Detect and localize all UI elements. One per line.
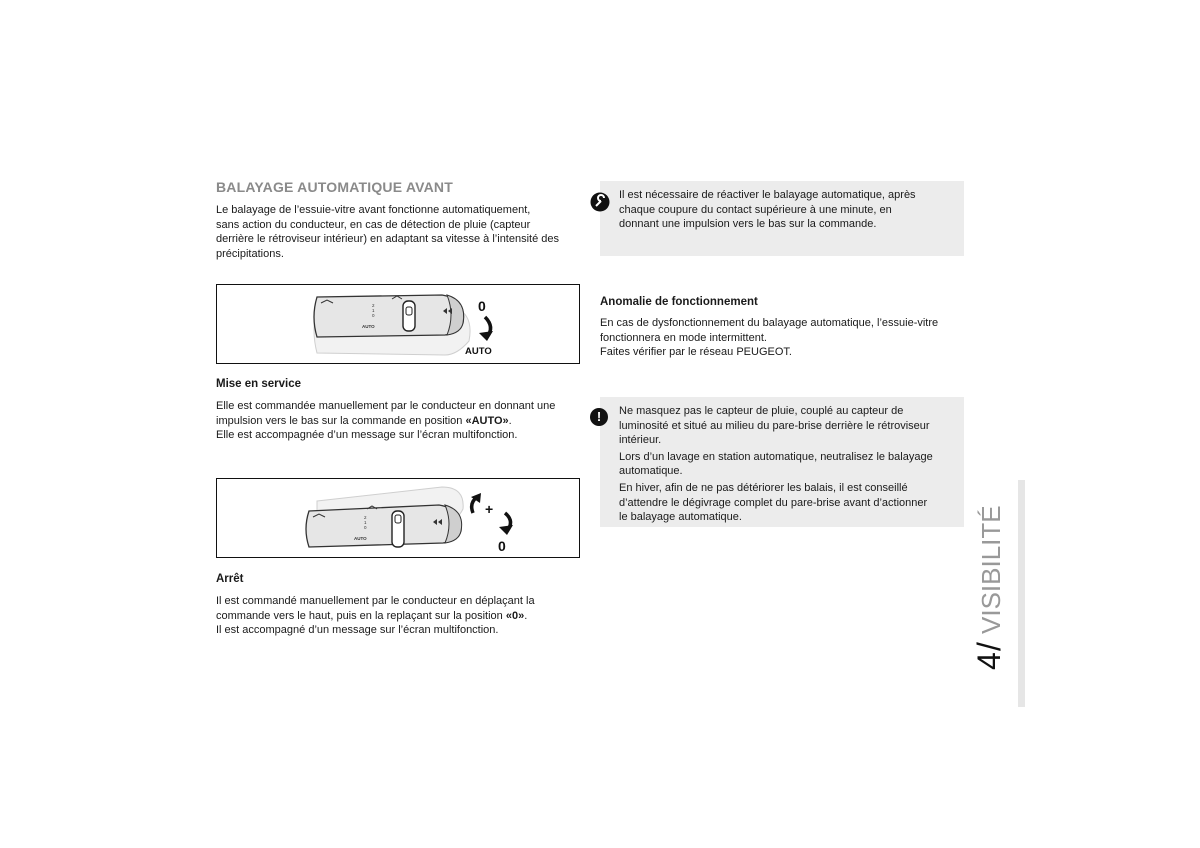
text-line: Faites vérifier par le réseau PEUGEOT.	[600, 346, 792, 359]
arret-paragraph	[216, 594, 586, 638]
anomalie-title: Anomalie de fonctionnement	[600, 296, 758, 308]
text-span: .	[508, 414, 512, 427]
warning-icon: !	[590, 408, 608, 426]
svg-text:2: 2	[364, 515, 367, 520]
text-span: .	[524, 609, 528, 622]
text-line: Elle est accompagnée d’un message sur l’écran multifonction.	[216, 429, 518, 442]
section-title: BALAYAGE AUTOMATIQUE AVANT	[216, 179, 453, 195]
text-line: le balayage automatique.	[619, 511, 742, 524]
text-line: fonctionnera en mode intermittent.	[600, 331, 767, 344]
figure2-plus-label: +	[485, 501, 494, 517]
text-line: intérieur.	[619, 434, 662, 447]
chapter-slash: /	[971, 642, 1007, 651]
stalk-illustration-stop	[217, 479, 579, 557]
text-line	[216, 609, 586, 624]
note-reactivation	[600, 181, 964, 256]
mise-en-service-paragraph	[216, 399, 586, 443]
stalk-auto-text: AUTO	[362, 324, 375, 329]
figure-stalk-stop	[216, 478, 580, 558]
svg-text:1: 1	[364, 520, 367, 525]
text-line: En cas de dysfonctionnement du balayage automatique, l’essuie-vitre	[600, 317, 939, 329]
note-warning	[596, 397, 964, 527]
chapter-number: 4	[971, 652, 1007, 670]
text-span: commande vers le haut, puis en la replaçant sur la position	[216, 609, 506, 622]
figure1-top-label: 0	[478, 298, 486, 314]
text-line: Il est commandé manuellement par le conducteur en déplaçant la	[216, 595, 535, 607]
svg-text:1: 1	[372, 308, 375, 313]
svg-text:0: 0	[364, 525, 367, 530]
text-line: donnant une impulsion vers le bas sur la commande.	[619, 218, 877, 231]
intro-paragraph	[216, 203, 586, 261]
text-line: luminosité et situé au milieu du pare-brise derrière le rétroviseur	[619, 419, 930, 432]
figure1-bottom-label: AUTO	[465, 346, 492, 357]
text-line	[216, 414, 586, 429]
text-line: Il est nécessaire de réactiver le balayage automatique, après	[619, 189, 916, 201]
text-line: Elle est commandée manuellement par le conducteur en donnant une	[216, 400, 556, 412]
intro-line: sans action du conducteur, en cas de détection de pluie (capteur	[216, 218, 531, 231]
text-line: Lors d’un lavage en station automatique, neutralisez le balayage	[619, 450, 933, 463]
svg-text:2: 2	[372, 303, 375, 308]
chapter-title: VISIBILITÉ	[976, 505, 1006, 634]
text-span: impulsion vers le bas sur la commande en position	[216, 414, 466, 427]
text-line: En hiver, afin de ne pas détériorer les balais, il est conseillé	[619, 481, 908, 494]
wrench-icon	[590, 192, 610, 217]
arret-title: Arrêt	[216, 573, 244, 585]
intro-line: Le balayage de l’essuie-vitre avant fonctionne automatiquement,	[216, 204, 531, 216]
figure-stalk-auto	[216, 284, 580, 364]
text-line: d’attendre le dégivrage complet du pare-brise avant d’actionner	[619, 496, 928, 509]
text-line: Ne masquez pas le capteur de pluie, couplé au capteur de	[619, 405, 904, 417]
auto-position-label: «AUTO»	[465, 414, 509, 427]
anomalie-paragraph	[600, 316, 970, 360]
note-text	[619, 404, 959, 525]
intro-line: derrière le rétroviseur intérieur) en adaptant sa vitesse à l’intensité des	[216, 233, 560, 246]
text-line: Il est accompagné d’un message sur l’écran multifonction.	[216, 624, 499, 637]
text-line: chaque coupure du contact supérieure à une minute, en	[619, 203, 892, 216]
intro-line: précipitations.	[216, 247, 284, 260]
mise-en-service-title: Mise en service	[216, 378, 302, 390]
chapter-label	[960, 500, 1020, 680]
stalk-auto-text: AUTO	[354, 536, 367, 541]
text-line: automatique.	[619, 465, 683, 478]
svg-text:0: 0	[372, 313, 375, 318]
figure2-bottom-label: 0	[498, 538, 506, 554]
zero-position-label: «0»	[505, 609, 525, 622]
note-text	[619, 188, 959, 232]
stalk-illustration-auto	[217, 285, 579, 363]
